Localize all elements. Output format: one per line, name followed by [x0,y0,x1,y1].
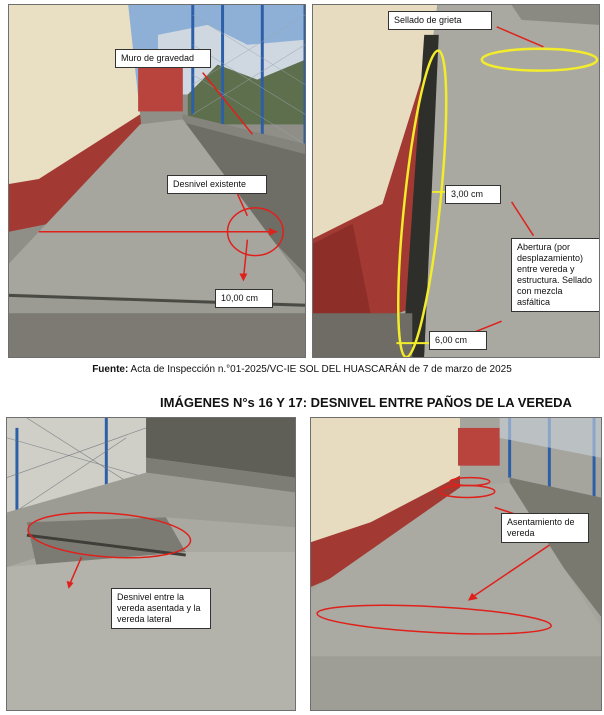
photo-asentamiento-vereda [310,417,602,711]
callout-asentamiento-vereda: Asentamiento de vereda [501,513,589,543]
photo-3-scene [7,418,295,710]
callout-abertura: Abertura (por desplazamiento) entre vereda y estructura. Sellado con mezcla asfáltica [511,238,600,312]
caption-text: Acta de Inspección n.°01-2025/VC-IE SOL DEL HUASCARÁN de 7 de marzo de 2025 [130,364,512,375]
callout-desnivel-vereda: Desnivel entre la vereda asentada y la vereda lateral [111,588,211,629]
photo-sellado-grieta [312,4,600,358]
callout-sellado-grieta: Sellado de grieta [388,11,492,30]
photo-muro-gravedad [8,4,306,358]
photo-4-scene [311,418,601,710]
callout-medida-10cm: 10,00 cm [215,289,273,308]
callout-medida-3cm: 3,00 cm [445,185,501,204]
callout-desnivel-existente: Desnivel existente [167,175,267,194]
callout-medida-6cm: 6,00 cm [429,331,487,350]
source-caption [0,364,604,375]
caption-prefix: Fuente: [92,364,129,375]
section-heading: IMÁGENES N°s 16 Y 17: DESNIVEL ENTRE PAÑOS DE LA VEREDA [160,395,572,410]
callout-muro-gravedad: Muro de gravedad [115,49,211,68]
photo-desnivel-vereda-lateral [6,417,296,711]
